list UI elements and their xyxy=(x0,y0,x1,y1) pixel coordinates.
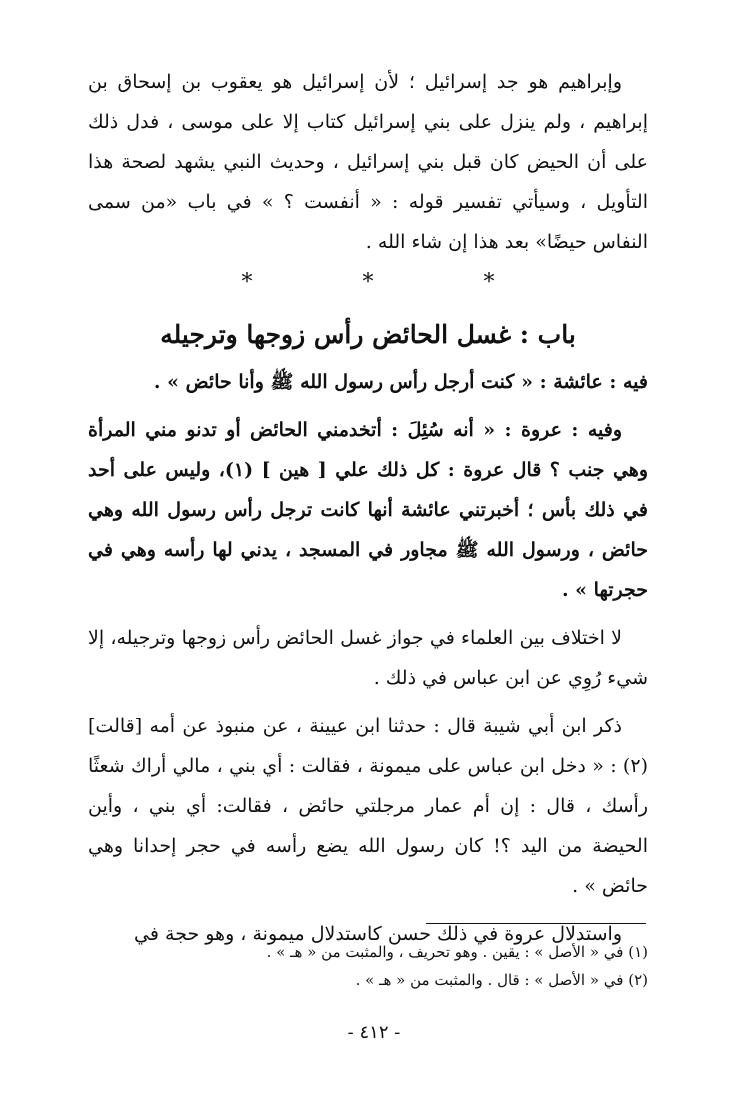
footnote-divider xyxy=(426,923,646,924)
hadith-urwa: وفيه : عروة : « أنه سُئِلَ : أتخدمني الحائض أو تدنو مني المرأة وهي جنب ؟ قال عروة : كل ذلك علي [ هين ] (١)، وليس على أحد في ذلك بأس ؛ أخبرتني عائشة أنها كانت ترجل رأس رسول الله وهي حائض ، ورسول الله ﷺ مجاور في المسجد ، يدني لها رأسه وهي في حجرتها » . xyxy=(88,419,648,601)
footnote-2: (٢) في « الأصل » : قال . والمثبت من « هـ » . xyxy=(355,971,648,989)
hadith-aisha: فيه : عائشة : « كنت أرجل رأس رسول الله ﷺ وأنا حائض » . xyxy=(153,371,648,393)
intro-paragraph: وإبراهيم هو جد إسرائيل ؛ لأن إسرائيل هو يعقوب بن إسحاق بن إبراهيم ، ولم ينزل على بني إسرائيل كتاب إلا على موسى ، فدل ذلك على أن الحيض كان قبل بني إسرائيل ، وحديث النبي يشهد لصحة هذا التأويل ، وسيأتي تفسير قوله : « أنفست ؟ » في باب «من سمى النفاس حيضًا» بعد هذا إن شاء الله . xyxy=(88,71,648,253)
ibn-abi-shaybah-paragraph: ذكر ابن أبي شيبة قال : حدثنا ابن عيينة ، عن منبوذ عن أمه [قالت] (٢) : « دخل ابن عباس على ميمونة ، فقالت : أي بني ، مالي أراك شعثًا رأسك ، قال : إن أم عمار مرجلتي حائض ، فقالت: أي بني ، وأين الحيضة من اليد ؟! كان رسول الله يضع رأسه في حجر إحدانا وهي حائض » . xyxy=(88,715,648,897)
section-separator xyxy=(88,262,648,304)
chapter-title: باب : غسل الحائض رأس زوجها وترجيله xyxy=(160,320,576,349)
commentary-paragraph: لا اختلاف بين العلماء في جواز غسل الحائض رأس زوجها وترجيله، إلا شيء رُوِي عن ابن عباس في ذلك . xyxy=(88,627,648,689)
page-body xyxy=(88,62,648,954)
separator-star: * xyxy=(241,270,253,295)
separator-star: * xyxy=(483,270,495,295)
footnote-1: (١) في « الأصل » : يقين . وهو تحريف ، والمثبت من « هـ » . xyxy=(266,943,648,961)
footnotes xyxy=(88,938,648,994)
separator-star: * xyxy=(362,270,374,295)
closing-paragraph: واستدلال عروة في ذلك حسن كاستدلال ميمونة ، وهو حجة في xyxy=(134,923,622,945)
page-number: - ٤١٢ - xyxy=(347,1022,401,1043)
